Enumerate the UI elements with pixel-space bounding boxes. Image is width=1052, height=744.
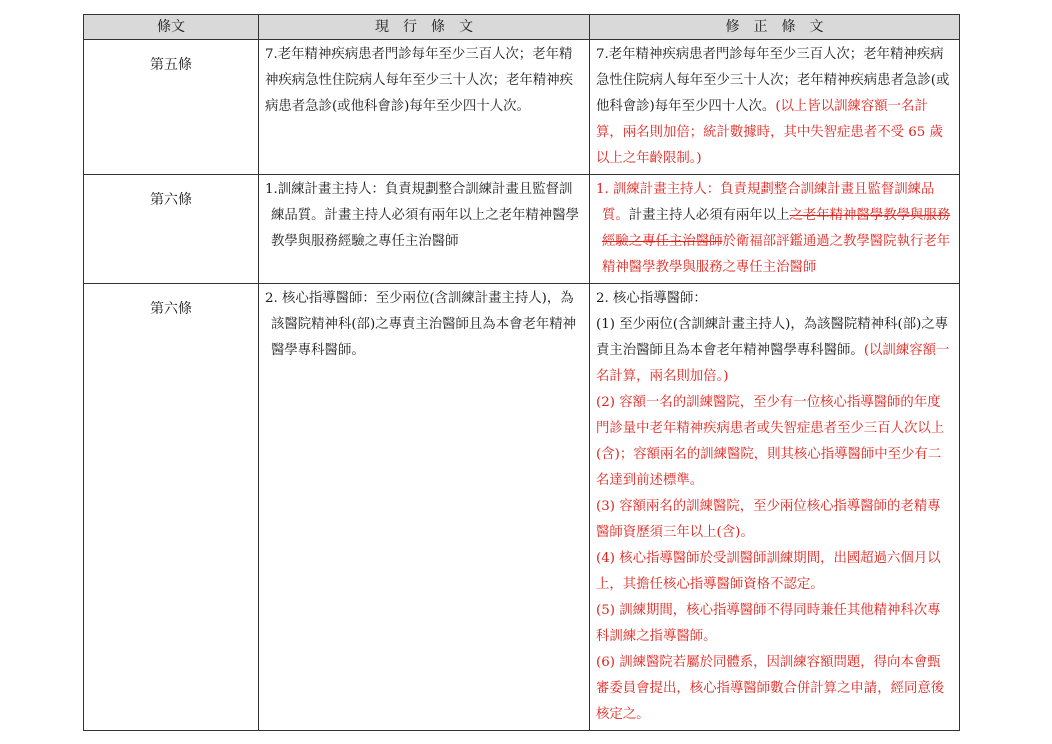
current-text: 2. 核心指導醫師：至少兩位(含訓練計畫主持人)，為該醫院精神科(部)之專責主治醫師且為本會老年精神醫學專科醫師。 [265,291,577,358]
amended-addition: (以上皆以訓練容額一名計算，兩名則加倍；統計數據時，其中失智症患者不受 65 歲以上之年齡限制。) [596,99,943,166]
current-text: 1.訓練計畫主持人：負責規劃整合訓練計畫且監督訓練品質。計畫主持人必須有兩年以上之老年精神醫學教學與服務經驗之專任主治醫師 [265,182,579,249]
amended-text [596,177,953,281]
amended-item-2: (2) 容額一名的訓練醫院，至少有一位核心指導醫師的年度門診量中老年精神疾病患者或失智症患者至少三百人次以上(含)；容額兩名的訓練醫院，則其核心指導醫師中至少有二名達到前述標準。 [596,395,945,488]
amended-addition: (以訓練容額一名計算，兩名則加倍。) [596,343,950,384]
amended-unchanged: 計畫主持人必須有兩年以上 [628,208,790,223]
amended-item-4: (4) 核心指導醫師於受訓醫師訓練期間，出國超過六個月以上，其擔任核心指導醫師資格不認定。 [596,551,941,592]
amended-title: 2. 核心指導醫師： [596,291,707,306]
amended-addition: 1. 訓練計畫主持人：負責規劃整合訓練計畫且監督訓練品質。 [596,182,935,223]
header-amended: 修 正 條 文 [590,15,960,40]
article-label: 第五條 [84,40,259,175]
header-article: 條文 [84,15,259,40]
article-label: 第六條 [84,175,259,284]
current-text-cell [259,175,590,284]
table-row [84,40,960,175]
amended-unchanged: (1) 至少兩位(含訓練計畫主持人)，為該醫院精神科(部)之專責主治醫師且為本會老年精神醫學專科醫師。 [596,317,949,358]
amended-unchanged: 7.老年精神疾病患者門診每年至少三百人次；老年精神疾病急性住院病人每年至少三十人次；老年精神疾病患者急診(或他科會診)每年至少四十人次。 [596,47,950,114]
current-text-cell [259,284,590,731]
amended-text-cell [590,284,960,731]
amended-text [590,40,960,175]
table-row [84,284,960,731]
amended-deletion: 之老年精神醫學教學與服務經驗之專任主治醫師 [602,208,951,249]
amended-item-1 [596,312,953,390]
header-current: 現 行 條 文 [259,15,590,40]
amended-item-3: (3) 容額兩名的訓練醫院，至少兩位核心指導醫師的老精專醫師資歷須三年以上(含)。 [596,499,941,540]
header-row [84,15,960,40]
amended-text-cell [590,175,960,284]
table-row [84,175,960,284]
article-label: 第六條 [84,284,259,731]
current-text: 7.老年精神疾病患者門診每年至少三百人次；老年精神疾病急性住院病人每年至少三十人次；老年精神疾病患者急診(或他科會診)每年至少四十人次。 [259,40,590,175]
amended-addition: 於衛福部評鑑通過之教學醫院執行老年精神醫學教學與服務之專任主治醫師 [602,234,951,275]
amended-item-6: (6) 訓練醫院若屬於同體系，因訓練容額問題，得向本會甄審委員會提出，核心指導醫師數合併計算之申請，經同意後核定之。 [596,655,945,722]
amended-item-5: (5) 訓練期間，核心指導醫師不得同時兼任其他精神科次專科訓練之指導醫師。 [596,603,941,644]
comparison-table [83,14,960,731]
